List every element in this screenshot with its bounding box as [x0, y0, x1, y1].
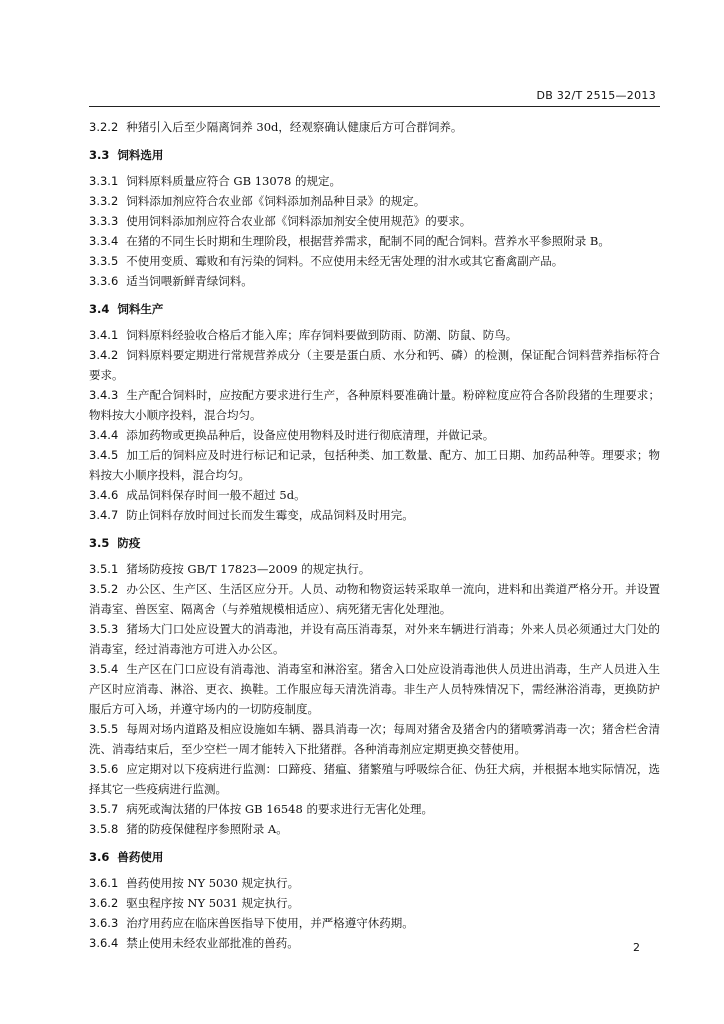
clause-number: 3.4.2	[89, 348, 119, 362]
clause-paragraph	[89, 385, 660, 425]
clause-paragraph	[89, 117, 660, 137]
section-heading	[89, 847, 660, 867]
clause-text: 成品饲料保存时间一般不超过 5d。	[126, 488, 306, 502]
clause-text: 不使用变质、霉败和有污染的饲料。不应使用未经无害处理的泔水或其它畜禽副产品。	[126, 254, 564, 268]
clause-text: 生产配合饲料时，应按配方要求进行生产，各种原料要准确计量。粉碎粒度应符合各阶段猪的生理要求；物料按大小顺序投料，混合均匀。	[89, 388, 660, 422]
clause-text: 禁止使用未经农业部批准的兽药。	[126, 936, 299, 950]
clause-text: 饲料生产	[117, 302, 164, 316]
clause-text: 饲料原料经验收合格后才能入库；库存饲料要做到防雨、防潮、防鼠、防鸟。	[126, 328, 518, 342]
clause-text: 饲料添加剂应符合农业部《饲料添加剂品种目录》的规定。	[126, 194, 426, 208]
clause-text: 加工后的饲料应及时进行标记和记录，包括种类、加工数量、配方、加工日期、加药品种等。理要求；物料按大小顺序投料，混合均匀。	[89, 448, 660, 482]
clause-number: 3.4	[89, 302, 110, 316]
clause-paragraph	[89, 251, 660, 271]
clause-text: 饲料原料质量应符合 GB 13078 的规定。	[126, 174, 341, 188]
clause-paragraph	[89, 913, 660, 933]
clause-paragraph	[89, 211, 660, 231]
clause-number: 3.5.6	[89, 762, 119, 776]
page-number: 2	[633, 941, 640, 954]
header-rule	[89, 106, 660, 107]
clause-paragraph	[89, 719, 660, 759]
clause-text: 治疗用药应在临床兽医指导下使用，并严格遵守休药期。	[126, 916, 414, 930]
clause-text: 饲料原料要定期进行常规营养成分（主要是蛋白质、水分和钙、磷）的检测，保证配合饲料营养指标符合要求。	[89, 348, 660, 382]
clause-number: 3.3.5	[89, 254, 119, 268]
clause-text: 猪场防疫按 GB/T 17823—2009 的规定执行。	[126, 562, 371, 576]
clause-number: 3.5.1	[89, 562, 119, 576]
clause-text: 种猪引入后至少隔离饲养 30d，经观察确认健康后方可合群饲养。	[126, 120, 463, 134]
section-heading	[89, 145, 660, 165]
clause-paragraph	[89, 231, 660, 251]
clause-text: 驱虫程序按 NY 5031 规定执行。	[126, 896, 300, 910]
clause-text: 生产区在门口应设有消毒池、消毒室和淋浴室。猪舍入口处应设消毒池供人员进出消毒，生产人员进入生产区时应消毒、淋浴、更衣、换鞋。工作服应每天清洗消毒。非生产人员特殊情况下，需经淋浴消毒，更换防护服后方可入场，并遵守场内的一切防疫制度。	[89, 662, 660, 716]
clause-number: 3.2.2	[89, 120, 119, 134]
clause-number: 3.5	[89, 536, 110, 550]
clause-text: 猪的防疫保健程序参照附录 A。	[126, 822, 288, 836]
clause-paragraph	[89, 819, 660, 839]
clause-paragraph	[89, 659, 660, 719]
clause-text: 适当饲喂新鲜青绿饲料。	[126, 274, 253, 288]
clause-number: 3.3.4	[89, 234, 119, 248]
clause-text: 兽药使用	[117, 850, 164, 864]
section-heading	[89, 299, 660, 319]
clause-number: 3.3.6	[89, 274, 119, 288]
clause-number: 3.5.4	[89, 662, 119, 676]
clause-text: 兽药使用按 NY 5030 规定执行。	[126, 876, 300, 890]
clause-paragraph	[89, 425, 660, 445]
clause-paragraph	[89, 579, 660, 619]
clause-number: 3.3.2	[89, 194, 119, 208]
section-heading	[89, 533, 660, 553]
clause-paragraph	[89, 271, 660, 291]
clause-paragraph	[89, 345, 660, 385]
clause-paragraph	[89, 873, 660, 893]
clause-number: 3.4.5	[89, 448, 119, 462]
clause-number: 3.5.5	[89, 722, 119, 736]
clause-number: 3.5.3	[89, 622, 119, 636]
clause-text: 添加药物或更换品种后，设备应使用物料及时进行彻底清理，并做记录。	[126, 428, 495, 442]
clause-number: 3.5.2	[89, 582, 119, 596]
clause-paragraph	[89, 191, 660, 211]
clause-text: 使用饲料添加剂应符合农业部《饲料添加剂安全使用规范》的要求。	[126, 214, 472, 228]
clause-text: 应定期对以下疫病进行监测：口蹄疫、猪瘟、猪繁殖与呼吸综合征、伪狂犬病，并根据本地实际情况，选择其它一些疫病进行监测。	[89, 762, 660, 796]
clause-paragraph	[89, 505, 660, 525]
document-code: DB 32/T 2515—2013	[536, 89, 656, 102]
clause-number: 3.6	[89, 850, 110, 864]
clause-text: 防止饲料存放时间过长而发生霉变，成品饲料及时用完。	[126, 508, 414, 522]
clause-number: 3.4.3	[89, 388, 119, 402]
clause-paragraph	[89, 893, 660, 913]
clause-text: 病死或淘汰猪的尸体按 GB 16548 的要求进行无害化处理。	[126, 802, 433, 816]
clause-text: 防疫	[117, 536, 141, 550]
clause-number: 3.4.6	[89, 488, 119, 502]
clause-paragraph	[89, 559, 660, 579]
clause-number: 3.4.1	[89, 328, 119, 342]
clause-text: 办公区、生产区、生活区应分开。人员、动物和物资运转采取单一流向，进料和出粪道严格分开。并设置消毒室、兽医室、隔离舍（与养殖规模相适应）、病死猪无害化处理池。	[89, 582, 660, 616]
clause-paragraph	[89, 933, 660, 953]
clause-paragraph	[89, 759, 660, 799]
clause-paragraph	[89, 325, 660, 345]
clause-number: 3.5.8	[89, 822, 119, 836]
clause-paragraph	[89, 619, 660, 659]
clause-number: 3.4.7	[89, 508, 119, 522]
clause-number: 3.3.1	[89, 174, 119, 188]
clause-paragraph	[89, 445, 660, 485]
clause-text: 在猪的不同生长时期和生理阶段，根据营养需求，配制不同的配合饲料。营养水平参照附录 B。	[126, 234, 610, 248]
clause-text: 饲料选用	[117, 148, 164, 162]
clause-number: 3.6.1	[89, 876, 119, 890]
clause-number: 3.4.4	[89, 428, 119, 442]
clause-number: 3.3	[89, 148, 110, 162]
clause-number: 3.3.3	[89, 214, 119, 228]
clause-text: 每周对场内道路及相应设施如车辆、器具消毒一次；每周对猪舍及猪舍内的猪喷雾消毒一次；猪舍栏舍清洗、消毒结束后，至少空栏一周才能转入下批猪群。各种消毒剂应定期更换交替使用。	[89, 722, 660, 756]
clause-paragraph	[89, 485, 660, 505]
clause-paragraph	[89, 171, 660, 191]
clause-number: 3.6.2	[89, 896, 119, 910]
clause-number: 3.5.7	[89, 802, 119, 816]
clause-text: 猪场大门口处应设置大的消毒池，并设有高压消毒泵，对外来车辆进行消毒；外来人员必须通过大门处的消毒室，经过消毒池方可进入办公区。	[89, 622, 660, 656]
clause-paragraph	[89, 799, 660, 819]
document-body	[89, 117, 660, 953]
clause-number: 3.6.3	[89, 916, 119, 930]
clause-number: 3.6.4	[89, 936, 119, 950]
